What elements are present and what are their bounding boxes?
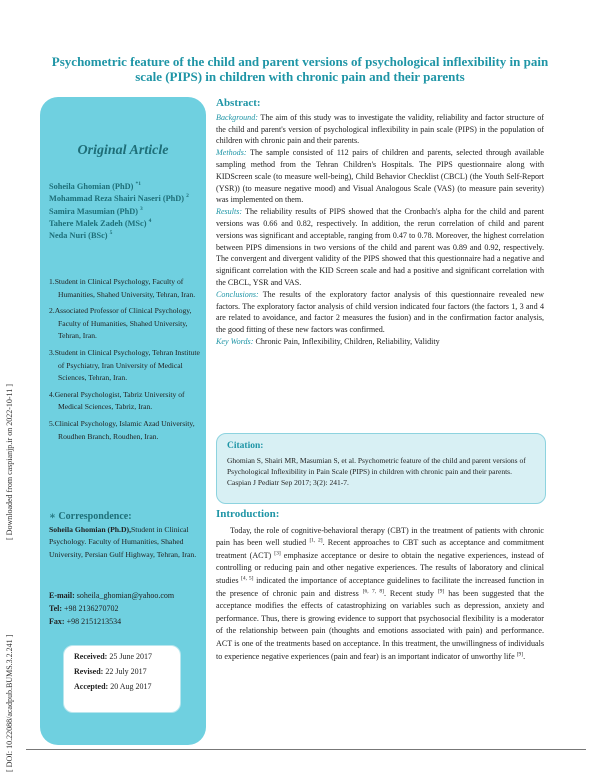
- abstract-section: [216, 98, 544, 348]
- reference-link[interactable]: [1, 2]: [309, 537, 323, 544]
- article-sidebar: [40, 97, 206, 745]
- abstract-background: Background: The aim of this study was to investigate the validity, reliability and factor structure of the child and parent's version of psychological inflexibility in pain scale (PIPS) in the population of children with chronic pain and their parents.: [216, 112, 544, 146]
- affiliation-list: [49, 276, 201, 447]
- citation-box: [216, 433, 546, 504]
- affiliation: 3.Student in Clinical Psychology, Tehran Institute of Psychiatry, Iran University of Medical Sciences, Tehran, Iran.: [49, 347, 200, 383]
- side-metadata: [5, 384, 17, 780]
- fax: +98 2151213534: [66, 617, 122, 626]
- reference-link[interactable]: [9]: [437, 587, 445, 594]
- correspondence-address: Soheila Ghomian (Ph.D),Student in Clinical Psychology. Faculty of Humanities, Shahed University, Persian Gulf Highway, Tehran, Iran.: [49, 525, 197, 559]
- author: Mohammad Reza Shairi Naseri (PhD) $^2$: [49, 193, 189, 204]
- author: Tahere Malek Zadeh (MSc) $^4$: [49, 218, 152, 228]
- abstract-results: Results: The reliability results of PIPS showed that the Cronbach's alpha for the child and parent versions was 0.66 and 0.82, respectively. In addition, the rerun correlation of child and parent versions was significant and acceptable, ranging from 0.47 to 0.78. Moreover, the highest correlation between PIPS dimensions in two versions of the child and parent was 0.89 and 0.92, respectively. The convergent and divergent validity of the PIPS showed that this questionnaire had a negative and significant correlation with the KID Screen scale and had a positive and significant correlation with the CBCL, YSR and VAS.: [216, 207, 544, 287]
- author-list: [49, 181, 201, 242]
- article-type: Original Article: [77, 143, 169, 158]
- abstract-conclusions: Conclusions: The results of the exploratory factor analysis of this questionnaire revealed new factors. The exploratory factor analysis of child version indicated four factors (the factors 1, 3 and 4 are related to avoidance, and factor 2 measures the fusion) and in the confirmation factor analysis, the good fitting of these new factors was confirmed.: [216, 289, 544, 335]
- introduction-heading: Introduction:: [216, 508, 280, 520]
- introduction-section: [216, 508, 544, 663]
- reference-link[interactable]: [4, 5]: [241, 575, 254, 582]
- affiliation: 2.Associated Professor of Clinical Psychology, Faculty of Humanities, Shahed University, Tehran, Iran.: [49, 306, 192, 341]
- correspondence-heading: ∗ Correspondence:: [49, 511, 132, 522]
- article-title: Psychometric feature of the child and parent versions of psychological inflexibility in pain scale (PIPS) in children with chronic pain and their parents: [51, 54, 549, 84]
- citation-text: Ghomian S, Shairi MR, Masumian S, et al. Psychometric feature of the child and parent versions of Psychological Inflexibility in Pain Scale (PIPS) in children with chronic pain and their parents. Caspian J Pediatr Sep 2017; 3(2): 241-7.: [227, 456, 526, 487]
- affiliation: 5.Clinical Psychology, Islamic Azad University, Roudhen Branch, Roudhen, Iran.: [49, 418, 195, 441]
- email-address[interactable]: soheila_ghomian@yahoo.com: [76, 591, 175, 600]
- abstract-keywords: Key Words: Chronic Pain, Inflexibility, Children, Reliability, Validity: [216, 336, 440, 346]
- telephone: +98 2136270702: [64, 604, 119, 613]
- affiliation: 1.Student in Clinical Psychology, Faculty of Humanities, Shahed University, Tehran, Iran.: [49, 277, 196, 299]
- footer-divider: [26, 749, 586, 750]
- author: Samira Masumian (PhD) $^3$: [49, 205, 143, 216]
- reference-link[interactable]: [9]: [516, 650, 524, 657]
- reference-link[interactable]: [3]: [274, 550, 281, 557]
- author: Neda Nuri (BSc) $^5$: [49, 230, 113, 241]
- contact-info: E-mail: soheila_ghomian@yahoo.com Tel: +98 2136270702 Fax: +98 2151213534: [49, 591, 175, 626]
- citation-heading: Citation:: [227, 441, 264, 451]
- affiliation: 4.General Psychologist, Tabriz University of Medical Sciences, Tabriz, Iran.: [49, 389, 185, 412]
- introduction-paragraph: Today, the role of cognitive-behavioral therapy (CBT) in the treatment of patients with chronic pain has been well studied [1, 2]. Recent approaches to CBT such as acceptance and commitment treatment (ACT) [3] emphasize acceptance or desire to obtain the negative experiences, instead of controlling or reducing pain and other negative experiences. The results of laboratory and clinical studies [4, 5] indicated the importance of acceptance guidelines to facilitate the increased function in the presence of chronic pain and distress [6, 7, 8]. Recent study [9] has been suggested that the acceptance modifies the effects of catastrophizing on variables such as depression, anxiety and performance. Thus, there is growing evidence to support that psychosocial flexibility is a moderator of the relationship between pain (thoughts and emotions associated with pain) and performance. ACT is one of the treatments based on acceptance. In this treatment, the unwillingness of individuals to experience negative experiences (pain and fear) is an important indicator of unworthy life [9].: [216, 525, 544, 661]
- doi-stamp: [ DOI: 10.22088/acadpub.BUMS.3.2.241 ]: [5, 634, 14, 772]
- article-dates: Received: 25 June 2017 Revised: 22 July 2017 Accepted: 20 Aug 2017: [63, 645, 181, 713]
- downloaded-stamp: [ Downloaded from caspianjp.ir on 2022-10-11 ]: [5, 384, 14, 540]
- author: Soheila Ghomian (PhD) $^{*1}$: [49, 181, 141, 191]
- abstract-heading: Abstract:: [216, 97, 261, 109]
- abstract-methods: Methods: The sample consisted of 112 pairs of children and parents, selected through available sampling method from the Tehran Children's Hospitals. The PIPS questionnaire along with KIDScreen scale (to measure well-being), Child Behavior Checklist (CBCL) (the Youth Self-Report (YSR)) (to measure negative mood) and Visual Analogous Scale (VAS) (to measure pain severity) was implemented on them.: [216, 148, 544, 205]
- reference-link[interactable]: [6, 7, 8]: [362, 587, 384, 594]
